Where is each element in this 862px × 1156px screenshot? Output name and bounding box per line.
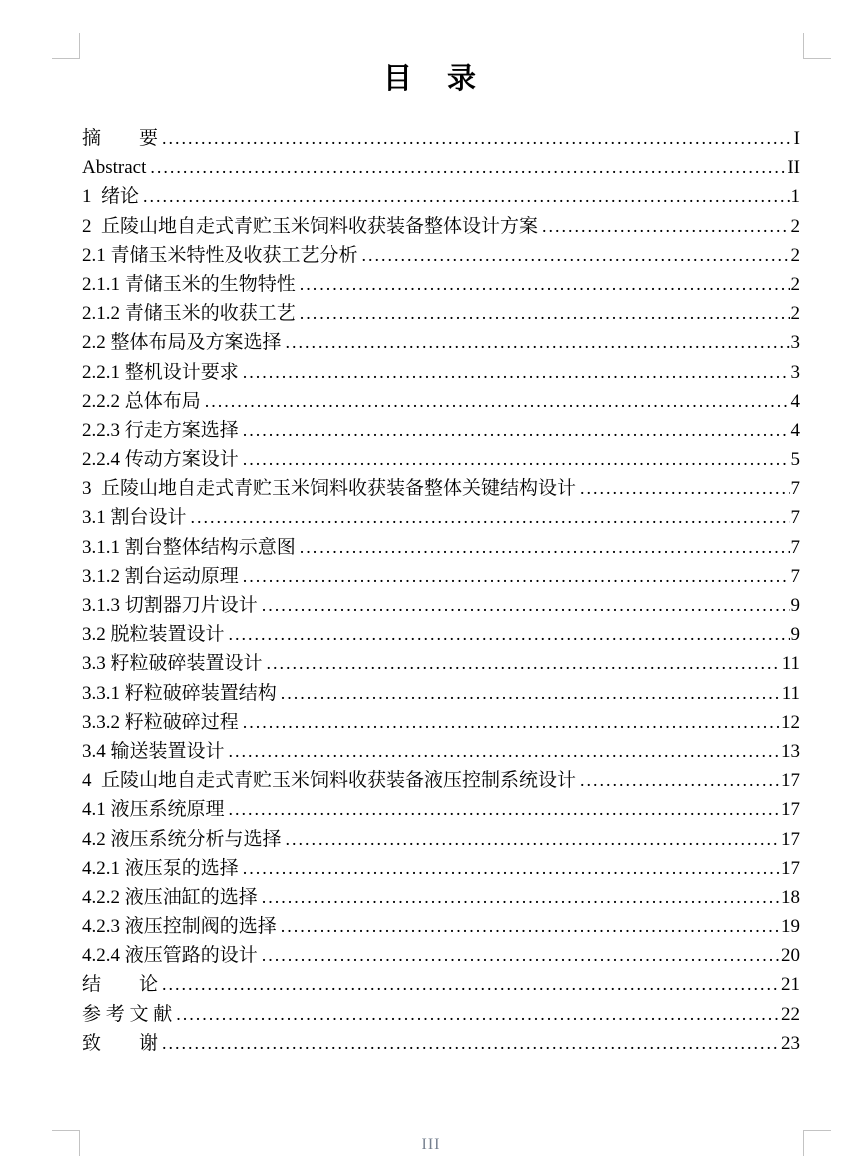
toc-entry-page: 3 bbox=[790, 361, 800, 383]
toc-entry[interactable] bbox=[82, 766, 800, 795]
toc-entry[interactable] bbox=[82, 562, 800, 591]
toc-entry-page: 21 bbox=[781, 974, 800, 996]
toc-entry[interactable] bbox=[82, 795, 800, 824]
toc-entry-page: 5 bbox=[790, 449, 800, 471]
toc-entry-page: 11 bbox=[781, 653, 800, 675]
toc-leader-dots bbox=[542, 212, 789, 241]
toc-entry[interactable] bbox=[82, 737, 800, 766]
toc-leader-dots bbox=[162, 124, 793, 153]
toc-entry-label: 参 考 文 献 bbox=[82, 1003, 173, 1025]
toc-leader-dots bbox=[243, 416, 790, 445]
toc-entry[interactable] bbox=[82, 941, 800, 970]
toc-entry[interactable] bbox=[82, 649, 800, 678]
toc-entry[interactable] bbox=[82, 1000, 800, 1029]
toc-leader-dots bbox=[229, 795, 780, 824]
toc-entry-label: 1 绪论 bbox=[82, 186, 140, 208]
toc-leader-dots bbox=[162, 970, 780, 999]
toc-entry[interactable] bbox=[82, 912, 800, 941]
toc-entry-page: 2 bbox=[790, 244, 800, 266]
toc-entry-label: 摘 要 bbox=[82, 128, 159, 149]
toc-entry-page: 19 bbox=[781, 916, 800, 938]
toc-entry-label: 3.1 割台设计 bbox=[82, 507, 187, 529]
toc-entry-page: 18 bbox=[781, 886, 800, 908]
toc-entry[interactable] bbox=[82, 241, 800, 270]
toc-entry-label: 2.1.1 青储玉米的生物特性 bbox=[82, 273, 296, 295]
toc-entry-label: 2.2.4 传动方案设计 bbox=[82, 449, 239, 471]
toc-entry-label: 2.2.2 总体布局 bbox=[82, 390, 201, 412]
toc-entry-label: 4.2.1 液压泵的选择 bbox=[82, 857, 239, 879]
toc-entry[interactable] bbox=[82, 182, 800, 211]
toc-leader-dots bbox=[243, 562, 790, 591]
toc-entry-label: 4.2.2 液压油缸的选择 bbox=[82, 886, 258, 908]
toc-entry-label: 2.2.1 整机设计要求 bbox=[82, 361, 239, 383]
toc-entry[interactable] bbox=[82, 533, 800, 562]
toc-leader-dots bbox=[286, 825, 780, 854]
toc-entry-page: 22 bbox=[781, 1003, 800, 1025]
toc-entry[interactable] bbox=[82, 387, 800, 416]
toc-entry-page: 11 bbox=[781, 682, 800, 704]
toc-entry-page: 4 bbox=[790, 390, 800, 412]
toc-entry-page: 20 bbox=[781, 945, 800, 967]
toc-entry-label: 致 谢 bbox=[82, 1032, 159, 1054]
toc-entry[interactable] bbox=[82, 1029, 800, 1058]
toc-entry-label: 2.2.3 行走方案选择 bbox=[82, 419, 239, 441]
toc-leader-dots bbox=[580, 766, 780, 795]
toc-leader-dots bbox=[243, 854, 780, 883]
toc-entry[interactable] bbox=[82, 416, 800, 445]
toc-entry[interactable] bbox=[82, 153, 800, 182]
footer-page-number: III bbox=[421, 1136, 441, 1153]
toc-entry-label: 结 论 bbox=[82, 974, 159, 996]
toc-entry[interactable] bbox=[82, 883, 800, 912]
toc-entry-page: 7 bbox=[790, 478, 800, 500]
toc-leader-dots bbox=[162, 1029, 780, 1058]
toc-leader-dots bbox=[262, 941, 780, 970]
toc-entry-page: 3 bbox=[790, 332, 800, 354]
toc-leader-dots bbox=[262, 883, 780, 912]
toc-entry-label: 2.2 整体布局及方案选择 bbox=[82, 332, 282, 354]
toc-leader-dots bbox=[150, 153, 786, 182]
toc-entry-label: 4.1 液压系统原理 bbox=[82, 799, 225, 821]
toc-leader-dots bbox=[281, 679, 781, 708]
toc-entry-label: 3.1.2 割台运动原理 bbox=[82, 565, 239, 587]
toc-leader-dots bbox=[191, 503, 790, 532]
toc-leader-dots bbox=[229, 737, 780, 766]
toc-entry-label: 3.2 脱粒装置设计 bbox=[82, 624, 225, 646]
toc-entry-label: 4.2.4 液压管路的设计 bbox=[82, 945, 258, 967]
toc-entry[interactable] bbox=[82, 825, 800, 854]
toc-entry[interactable] bbox=[82, 358, 800, 387]
toc-entry-page: 13 bbox=[781, 740, 800, 762]
toc-leader-dots bbox=[176, 1000, 780, 1029]
toc-leader-dots bbox=[243, 708, 780, 737]
toc-leader-dots bbox=[362, 241, 790, 270]
toc-entry-label: 2.1 青储玉米特性及收获工艺分析 bbox=[82, 244, 358, 266]
toc-entry-page: I bbox=[793, 128, 800, 149]
toc-entry-page: 17 bbox=[781, 828, 800, 850]
toc-entry-page: 2 bbox=[790, 215, 800, 237]
toc-entry-label: Abstract bbox=[82, 157, 147, 179]
toc-leader-dots bbox=[205, 387, 790, 416]
toc-entry-label: 3 丘陵山地自走式青贮玉米饲料收获装备整体关键结构设计 bbox=[82, 478, 577, 500]
toc-entry-page: 7 bbox=[790, 565, 800, 587]
toc-entry-label: 3.1.1 割台整体结构示意图 bbox=[82, 536, 296, 558]
toc-entry[interactable] bbox=[82, 124, 800, 153]
toc-entry[interactable] bbox=[82, 591, 800, 620]
toc-entry-page: 7 bbox=[790, 507, 800, 529]
toc-leader-dots bbox=[281, 912, 780, 941]
toc-entry[interactable] bbox=[82, 212, 800, 241]
toc-entry-page: 2 bbox=[790, 303, 800, 325]
toc-entry[interactable] bbox=[82, 970, 800, 999]
toc-leader-dots bbox=[300, 299, 790, 328]
toc-entry[interactable] bbox=[82, 474, 800, 503]
toc-entry[interactable] bbox=[82, 854, 800, 883]
toc-entry[interactable] bbox=[82, 299, 800, 328]
toc-entry-page: 4 bbox=[790, 419, 800, 441]
toc-entry[interactable] bbox=[82, 620, 800, 649]
page-title: 目 录 bbox=[382, 63, 479, 95]
toc-leader-dots bbox=[229, 620, 790, 649]
toc-entry[interactable] bbox=[82, 708, 800, 737]
toc-entry-label: 4.2.3 液压控制阀的选择 bbox=[82, 916, 277, 938]
toc-entry[interactable] bbox=[82, 328, 800, 357]
toc-entry-label: 3.1.3 切割器刀片设计 bbox=[82, 595, 258, 616]
toc-leader-dots bbox=[243, 358, 790, 387]
toc-entry-label: 2.1.2 青储玉米的收获工艺 bbox=[82, 303, 296, 325]
toc-entry-page: 1 bbox=[790, 186, 800, 208]
toc-entry-page: 23 bbox=[781, 1032, 800, 1054]
toc-entry-label: 4.2 液压系统分析与选择 bbox=[82, 828, 282, 850]
toc-leader-dots bbox=[286, 328, 790, 357]
toc-leader-dots bbox=[143, 182, 789, 211]
toc-entry-page: 17 bbox=[781, 770, 800, 792]
toc-entry-label: 3.4 输送装置设计 bbox=[82, 740, 225, 762]
toc-entry[interactable] bbox=[82, 679, 800, 708]
toc-entry-label: 3.3.1 籽粒破碎装置结构 bbox=[82, 682, 277, 704]
toc-entry[interactable] bbox=[82, 445, 800, 474]
toc-leader-dots bbox=[300, 533, 790, 562]
toc-leader-dots bbox=[300, 270, 790, 299]
toc-entry-page: 7 bbox=[790, 536, 800, 558]
toc-entry-page: 12 bbox=[781, 711, 800, 733]
toc-leader-dots bbox=[243, 445, 790, 474]
toc-entry-page: 9 bbox=[790, 624, 800, 646]
toc-list bbox=[82, 124, 800, 1058]
toc-entry[interactable] bbox=[82, 503, 800, 532]
toc-entry-page: 17 bbox=[781, 799, 800, 821]
toc-leader-dots bbox=[580, 474, 789, 503]
toc-entry-label: 3.3.2 籽粒破碎过程 bbox=[82, 711, 239, 733]
toc-entry-page: 2 bbox=[790, 273, 800, 295]
toc-entry-label: 2 丘陵山地自走式青贮玉米饲料收获装备整体设计方案 bbox=[82, 215, 539, 237]
toc-entry-page: 17 bbox=[781, 857, 800, 879]
toc-entry-label: 4 丘陵山地自走式青贮玉米饲料收获装备液压控制系统设计 bbox=[82, 770, 577, 792]
toc-leader-dots bbox=[262, 591, 790, 620]
toc-entry-label: 3.3 籽粒破碎装置设计 bbox=[82, 653, 263, 675]
toc-entry-page: 9 bbox=[790, 595, 800, 616]
toc-entry[interactable] bbox=[82, 270, 800, 299]
toc-entry-page: II bbox=[787, 157, 800, 179]
toc-leader-dots bbox=[267, 649, 781, 678]
